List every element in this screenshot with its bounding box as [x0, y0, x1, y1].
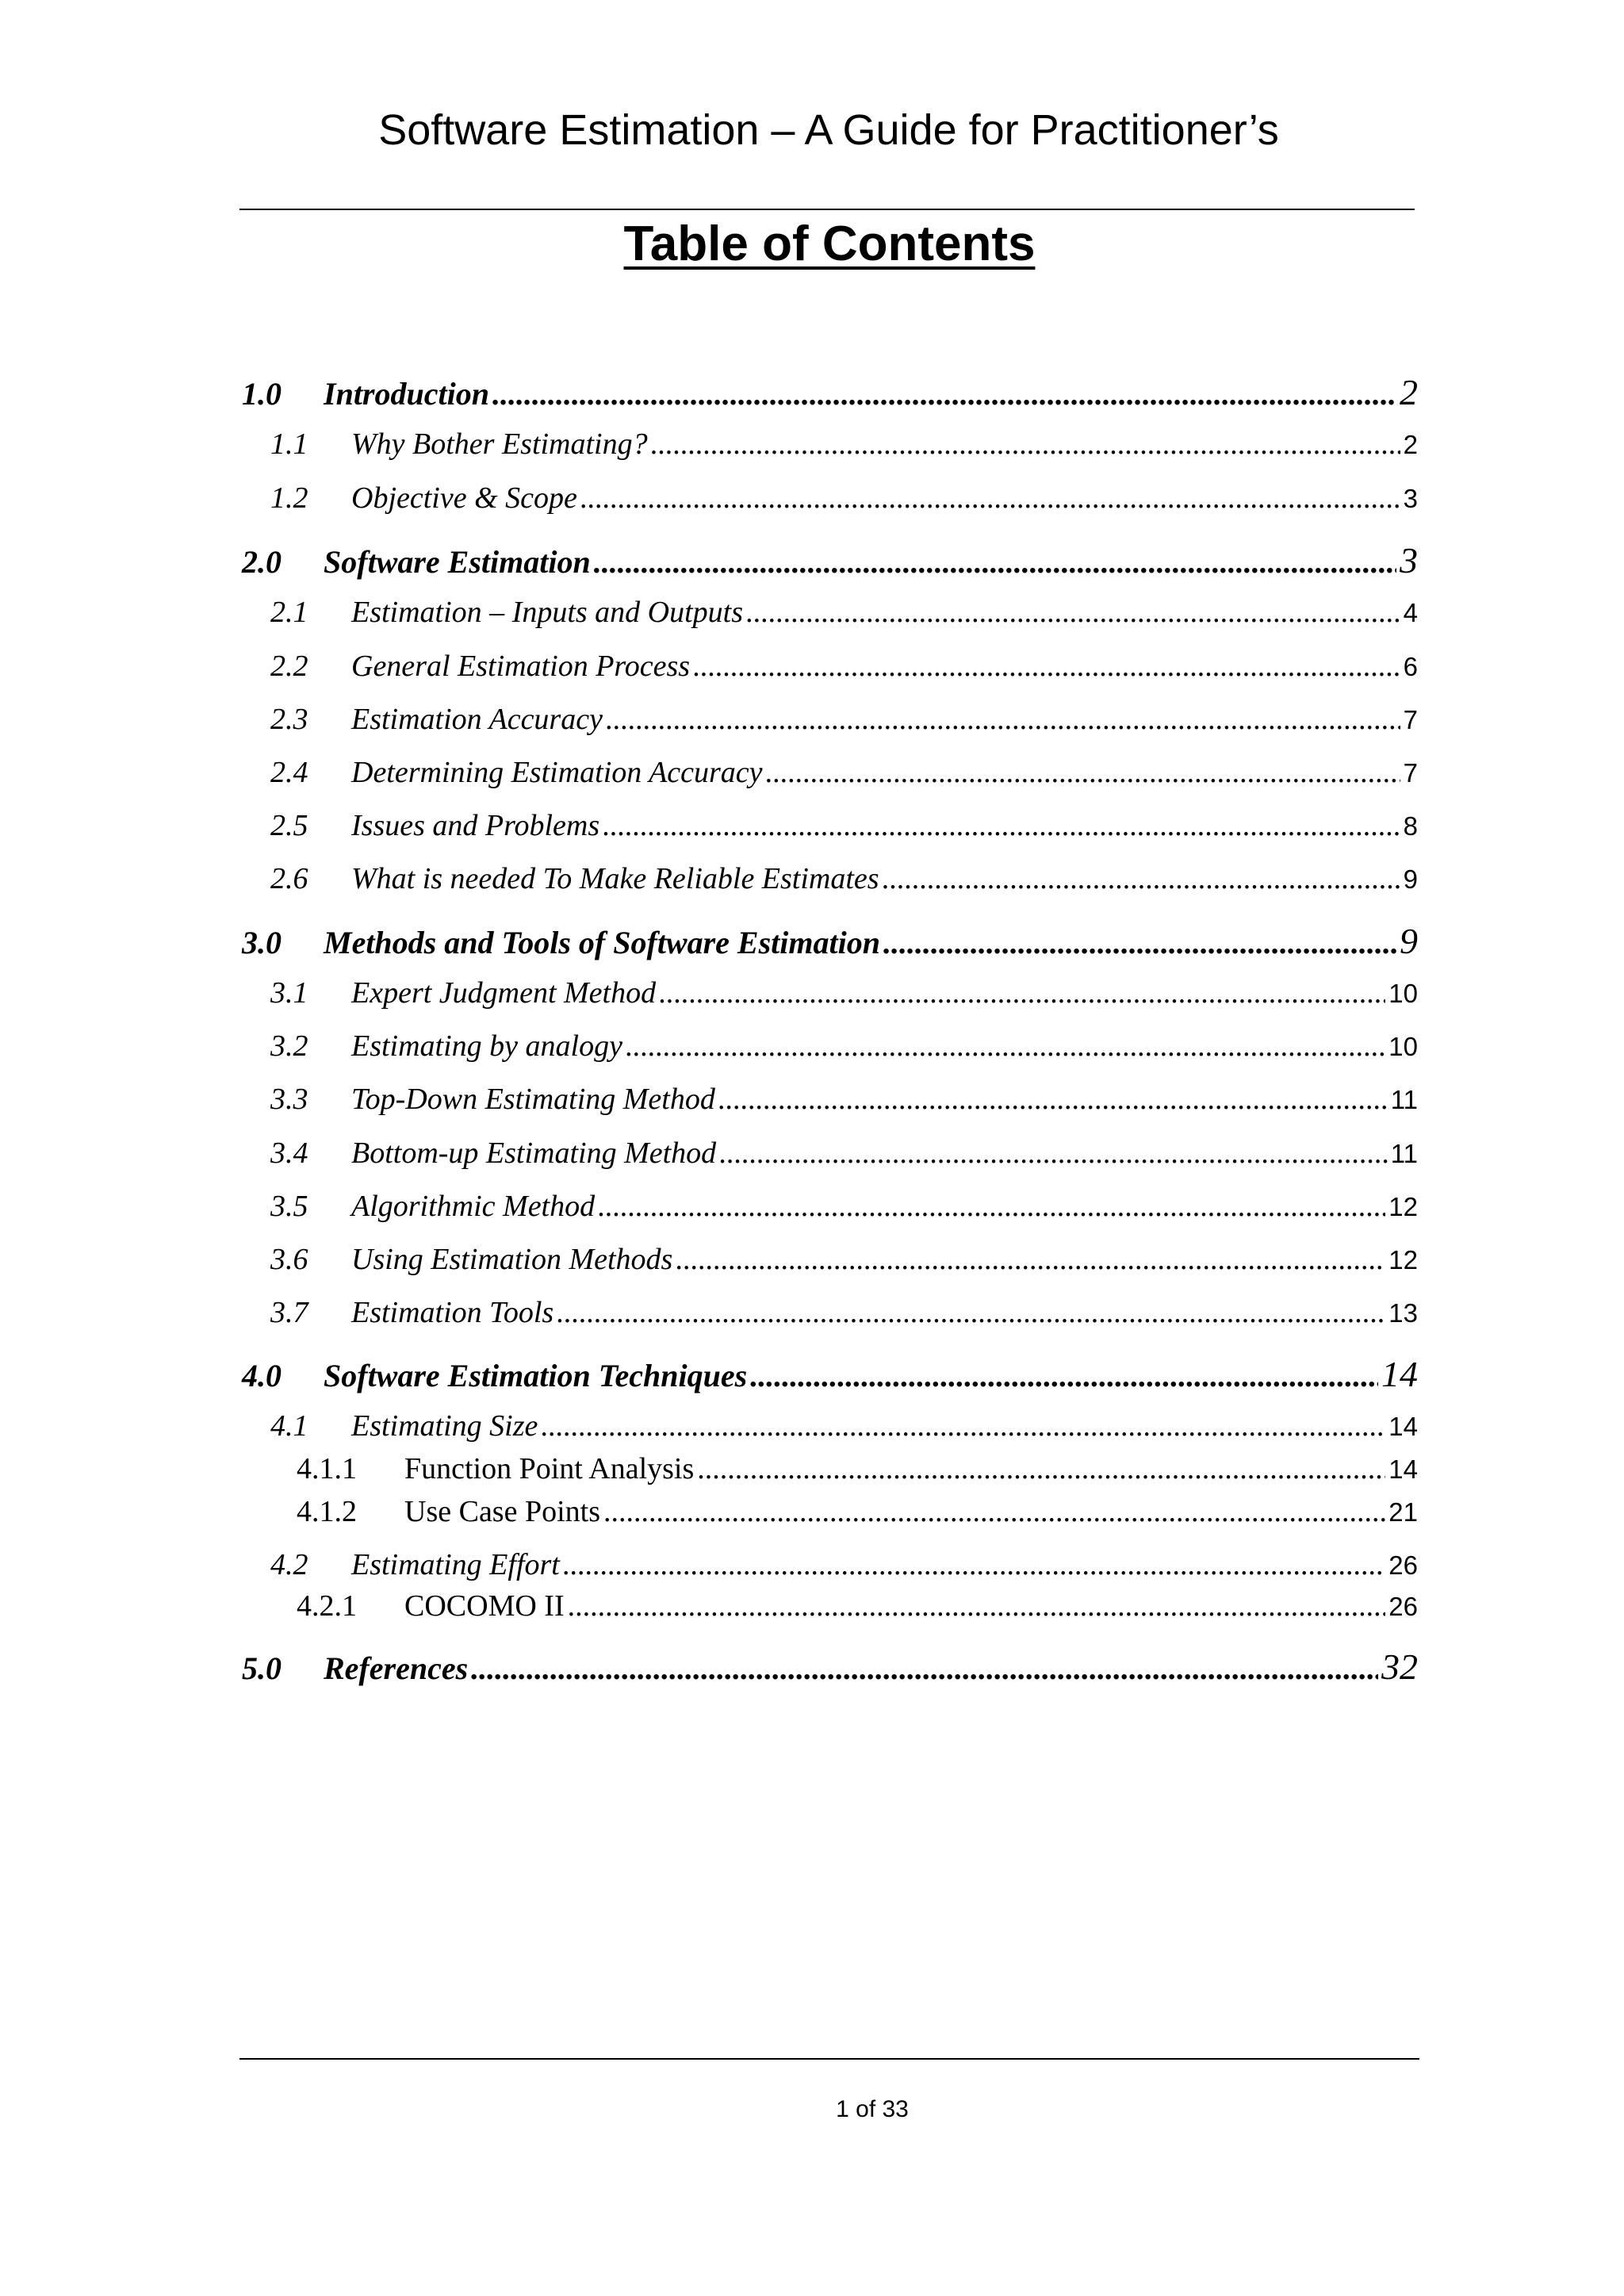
toc-entry-label: What is needed To Make Reliable Estimates: [351, 862, 879, 895]
dot-leader: [626, 1029, 1385, 1064]
toc-entry-3-2[interactable]: [270, 1029, 1418, 1064]
toc-entry-3-7[interactable]: [270, 1295, 1418, 1330]
toc-entry-page: 11: [1390, 1085, 1418, 1114]
page-number: 1 of 33: [836, 2096, 909, 2122]
toc-entry-label: References: [324, 1650, 469, 1686]
dot-leader: [883, 861, 1400, 896]
toc-entry-page: 14: [1388, 1412, 1418, 1441]
toc-entry-page: 26: [1388, 1550, 1418, 1580]
toc-entry-page: 21: [1388, 1497, 1418, 1527]
toc-entry-number: 4.0: [242, 1358, 282, 1393]
toc-entry-number: 4.1: [270, 1409, 308, 1443]
toc-entry-number: 2.3: [270, 703, 308, 736]
toc-entry-page: 10: [1388, 979, 1418, 1008]
dot-leader: [659, 976, 1385, 1010]
dot-leader: [697, 1451, 1385, 1486]
toc-entry-page: 12: [1388, 1192, 1418, 1221]
toc-entry-label: Estimation Accuracy: [351, 703, 603, 736]
toc-entry-number: 3.2: [270, 1029, 308, 1063]
toc-entry-label: Methods and Tools of Software Estimation: [324, 925, 880, 960]
toc-entry-label: Using Estimation Methods: [351, 1243, 673, 1276]
dot-leader: [603, 1494, 1385, 1529]
toc-entry-label: Estimation – Inputs and Outputs: [351, 596, 744, 629]
toc-title: Table of Contents: [623, 217, 1036, 271]
toc-entry-page: 8: [1403, 811, 1418, 841]
toc-entry-4-1-2[interactable]: [297, 1494, 1418, 1529]
toc-entry-label: Expert Judgment Method: [351, 976, 657, 1010]
toc-entry-page: 12: [1388, 1245, 1418, 1274]
toc-entry-4-0[interactable]: [242, 1353, 1418, 1395]
toc-entry-number: 3.3: [270, 1083, 308, 1116]
toc-entry-number: 1.2: [270, 481, 308, 515]
toc-entry-3-0[interactable]: [242, 920, 1418, 962]
toc-entry-page: 32: [1381, 1646, 1418, 1687]
toc-entry-label: Software Estimation: [324, 544, 591, 580]
toc-entry-page: 2: [1400, 372, 1418, 412]
toc-entry-2-6[interactable]: [270, 861, 1418, 896]
toc-entry-page: 3: [1403, 484, 1418, 513]
toc-entry-2-2[interactable]: [270, 649, 1418, 684]
toc-entry-page: 13: [1388, 1298, 1418, 1328]
toc-entry-3-1[interactable]: [270, 976, 1418, 1010]
dot-leader: [693, 649, 1400, 684]
toc-entry-label: Algorithmic Method: [351, 1190, 596, 1223]
toc-entry-page: 14: [1388, 1455, 1418, 1484]
toc-entry-number: 4.2.1: [297, 1589, 357, 1623]
dot-leader: [492, 375, 1396, 412]
toc-entry-number: 3.0: [242, 925, 282, 960]
toc-entry-number: 2.2: [270, 650, 308, 683]
toc-entry-label: Objective & Scope: [351, 481, 577, 515]
dot-leader: [563, 1547, 1385, 1582]
toc-entry-3-4[interactable]: [270, 1136, 1418, 1171]
toc-entry-number: 1.0: [242, 376, 282, 412]
toc-entry-number: 3.4: [270, 1137, 308, 1170]
toc-entry-number: 2.5: [270, 809, 308, 842]
toc-entry-page: 14: [1381, 1354, 1418, 1394]
toc-entry-number: 3.7: [270, 1296, 308, 1329]
toc-entry-4-2-1[interactable]: [297, 1589, 1418, 1623]
dot-leader: [883, 924, 1396, 961]
toc-entry-label: Bottom-up Estimating Method: [351, 1137, 717, 1170]
toc-entry-5-0[interactable]: [242, 1646, 1418, 1688]
toc-entry-2-3[interactable]: [270, 702, 1418, 737]
toc-entry-4-1[interactable]: [270, 1409, 1418, 1443]
toc-entry-page: 11: [1390, 1139, 1418, 1168]
toc-entry-3-5[interactable]: [270, 1189, 1418, 1224]
dot-leader: [676, 1242, 1385, 1277]
toc-entry-page: 6: [1403, 652, 1418, 681]
toc-entry-3-3[interactable]: [270, 1082, 1418, 1117]
toc-entry-number: 2.6: [270, 862, 308, 895]
toc-entry-label: Estimating Size: [351, 1409, 538, 1443]
toc-entry-label: Determining Estimation Accuracy: [351, 756, 763, 789]
toc-entry-page: 10: [1388, 1032, 1418, 1061]
toc-entry-page: 7: [1403, 705, 1418, 734]
toc-entry-label: Why Bother Estimating?: [351, 427, 648, 461]
header-divider: [239, 209, 1415, 210]
toc-entry-label: Issues and Problems: [351, 809, 600, 842]
toc-entry-label: Estimating Effort: [351, 1548, 560, 1581]
toc-entry-label: Software Estimation Techniques: [324, 1358, 748, 1393]
toc-entry-number: 3.6: [270, 1243, 308, 1276]
dot-leader: [606, 702, 1400, 737]
toc-entry-1-2[interactable]: [270, 481, 1418, 516]
toc-entry-number: 2.0: [242, 544, 282, 580]
toc-entry-label: Use Case Points: [404, 1495, 600, 1528]
toc-entry-label: Estimation Tools: [351, 1296, 554, 1329]
toc-entry-4-1-1[interactable]: [297, 1451, 1418, 1486]
toc-entry-1-0[interactable]: [242, 371, 1418, 413]
toc-entry-page: 9: [1400, 921, 1418, 961]
toc-entry-label: COCOMO II: [404, 1589, 565, 1623]
toc-entry-label: Function Point Analysis: [404, 1452, 695, 1485]
dot-leader: [580, 481, 1400, 516]
dot-leader: [719, 1136, 1388, 1171]
toc-entry-page: 4: [1403, 598, 1418, 627]
toc-entry-page: 2: [1403, 430, 1418, 459]
toc-entry-label: General Estimation Process: [351, 650, 691, 683]
toc-entry-number: 5.0: [242, 1650, 282, 1686]
toc-entry-1-1[interactable]: [270, 427, 1418, 462]
toc-entry-4-2[interactable]: [270, 1547, 1418, 1582]
toc-entry-number: 3.5: [270, 1190, 308, 1223]
dot-leader: [651, 427, 1400, 462]
toc-entry-number: 3.1: [270, 976, 308, 1010]
document-header-title: Software Estimation – A Guide for Practitioner’s: [378, 106, 1279, 154]
toc-entry-number: 4.1.1: [297, 1452, 357, 1485]
toc-entry-3-6[interactable]: [270, 1242, 1418, 1277]
dot-leader: [746, 595, 1400, 630]
toc-entry-page: 3: [1400, 540, 1418, 581]
toc-entry-label: Introduction: [324, 376, 489, 412]
toc-entry-2-0[interactable]: [242, 539, 1418, 581]
dot-leader: [541, 1409, 1385, 1443]
dot-leader: [568, 1589, 1386, 1623]
toc-entry-number: 4.2: [270, 1548, 308, 1581]
footer-divider: [239, 2058, 1419, 2060]
toc-entry-2-5[interactable]: [270, 808, 1418, 843]
toc-entry-number: 2.1: [270, 596, 308, 629]
toc-entry-2-4[interactable]: [270, 755, 1418, 790]
toc-entry-page: 7: [1403, 758, 1418, 788]
toc-entry-2-1[interactable]: [270, 595, 1418, 630]
dot-leader: [766, 755, 1400, 790]
toc-entry-page: 26: [1388, 1592, 1418, 1621]
toc-entry-number: 2.4: [270, 756, 308, 789]
toc-entry-label: Estimating by analogy: [351, 1029, 622, 1063]
dot-leader: [471, 1650, 1378, 1687]
dot-leader: [603, 808, 1400, 843]
dot-leader: [718, 1082, 1388, 1117]
toc-entry-page: 9: [1403, 864, 1418, 894]
dot-leader: [557, 1295, 1385, 1330]
dot-leader: [598, 1189, 1385, 1224]
toc-entry-number: 4.1.2: [297, 1495, 357, 1528]
toc-entry-label: Top-Down Estimating Method: [351, 1083, 715, 1116]
toc-entry-number: 1.1: [270, 427, 308, 461]
dot-leader: [750, 1357, 1378, 1394]
dot-leader: [594, 543, 1396, 581]
